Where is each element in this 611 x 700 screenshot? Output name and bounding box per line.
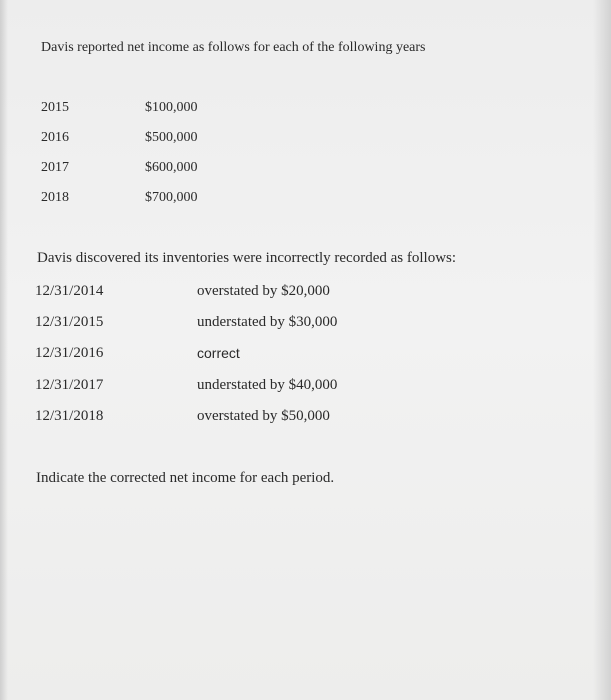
page-shadow-right bbox=[593, 0, 611, 700]
inventory-date: 12/31/2015 bbox=[35, 314, 104, 330]
income-year: 2016 bbox=[41, 130, 69, 145]
inventory-status: overstated by $20,000 bbox=[197, 283, 330, 299]
inventory-status: correct bbox=[197, 345, 240, 361]
income-amount: $100,000 bbox=[145, 100, 198, 115]
inventory-date: 12/31/2017 bbox=[35, 377, 104, 393]
closing-instruction: Indicate the corrected net income for each period. bbox=[36, 470, 335, 486]
intro-text: Davis reported net income as follows for each of the following years bbox=[41, 40, 426, 55]
inventory-status: overstated by $50,000 bbox=[197, 408, 330, 424]
page-shadow-left bbox=[0, 0, 8, 700]
income-amount: $500,000 bbox=[145, 130, 198, 145]
income-amount: $700,000 bbox=[145, 190, 198, 205]
income-year: 2017 bbox=[41, 160, 69, 175]
income-year: 2018 bbox=[41, 190, 69, 205]
inventory-date: 12/31/2016 bbox=[35, 345, 104, 361]
inventory-date: 12/31/2018 bbox=[35, 408, 104, 424]
income-amount: $600,000 bbox=[145, 160, 198, 175]
inventory-date: 12/31/2014 bbox=[35, 283, 104, 299]
inventory-status: understated by $40,000 bbox=[197, 377, 338, 393]
income-year: 2015 bbox=[41, 100, 69, 115]
inventory-intro-text: Davis discovered its inventories were incorrectly recorded as follows: bbox=[37, 250, 457, 266]
inventory-status: understated by $30,000 bbox=[197, 314, 338, 330]
